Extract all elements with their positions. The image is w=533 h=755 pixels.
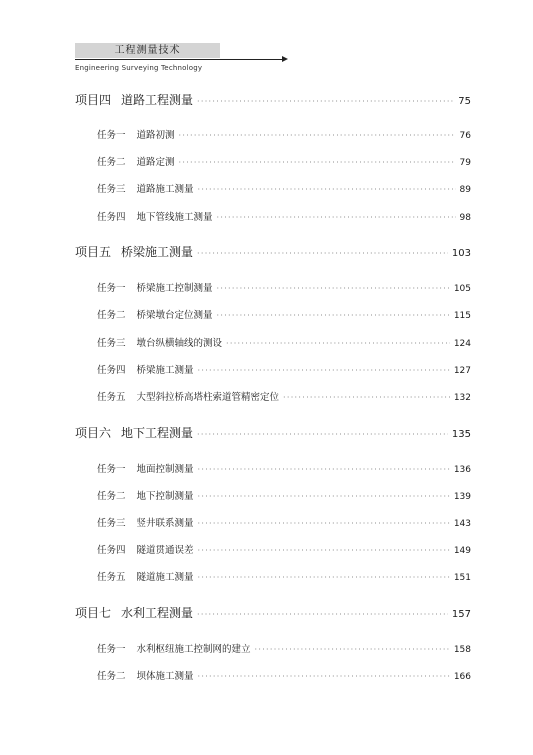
- toc-task-title: 桥梁墩台定位测量: [136, 310, 213, 321]
- toc-leader: [197, 610, 448, 619]
- toc-page-number: 158: [453, 645, 471, 655]
- header-arrow-icon: [282, 56, 288, 62]
- toc-leader: [198, 366, 450, 375]
- toc-task-title: 竖井联系测量: [136, 518, 194, 529]
- toc-leader: [198, 546, 450, 555]
- toc-task-entry[interactable]: [97, 542, 471, 556]
- toc-project-number: 项目四: [75, 93, 112, 107]
- toc-task-number: 任务一: [97, 644, 126, 655]
- toc-task-entry[interactable]: [97, 668, 471, 682]
- toc-task-entry[interactable]: [97, 569, 471, 583]
- toc-task-entry[interactable]: [97, 362, 471, 376]
- toc-page-number: 166: [453, 672, 471, 682]
- toc-task-number: 任务五: [97, 392, 126, 403]
- toc-project-title: 桥梁施工测量: [121, 245, 194, 259]
- toc-project-title: 地下工程测量: [121, 426, 194, 440]
- toc-project-title: 水利工程测量: [121, 606, 194, 620]
- toc-task-number: 任务二: [97, 491, 126, 502]
- toc-task-entry[interactable]: [97, 154, 471, 168]
- toc-task-title: 隧道施工测量: [136, 572, 194, 583]
- toc-page-number: 149: [453, 546, 471, 556]
- toc-page-number: 115: [453, 311, 471, 321]
- toc-task-title: 隧道贯通误差: [136, 545, 194, 556]
- toc-leader: [198, 185, 456, 194]
- toc-task-number: 任务二: [97, 671, 126, 682]
- toc-project-entry[interactable]: [75, 243, 471, 260]
- toc-project-entry[interactable]: [75, 604, 471, 621]
- toc-page-number: 151: [453, 573, 471, 583]
- header-subtitle: Engineering Surveying Technology: [75, 64, 203, 72]
- toc-task-title: 道路初测: [136, 130, 175, 141]
- toc-page-number: 75: [458, 96, 471, 107]
- toc-page-number: 157: [451, 609, 471, 620]
- toc-task-title: 道路定测: [136, 157, 175, 168]
- toc-task-entry[interactable]: [97, 461, 471, 475]
- toc-task-entry[interactable]: [97, 389, 471, 403]
- toc-page-number: 105: [453, 284, 471, 294]
- toc-task-number: 任务四: [97, 545, 126, 556]
- toc-leader: [197, 249, 448, 258]
- toc-task-number: 任务四: [97, 212, 126, 223]
- toc-page-number: 98: [459, 213, 471, 223]
- header-title: 工程测量技术: [114, 45, 181, 56]
- toc-task-number: 任务二: [97, 157, 126, 168]
- toc-project-number: 项目五: [75, 245, 112, 259]
- toc-leader: [179, 131, 456, 140]
- toc-leader: [217, 213, 456, 222]
- toc-page-number: 139: [453, 492, 471, 502]
- toc-leader: [197, 97, 454, 106]
- toc-task-number: 任务一: [97, 464, 126, 475]
- toc-leader: [198, 573, 450, 582]
- toc-leader: [198, 519, 450, 528]
- toc-task-title: 地面控制测量: [136, 464, 194, 475]
- toc-task-entry[interactable]: [97, 335, 471, 349]
- toc-task-entry[interactable]: [97, 641, 471, 655]
- toc-page-number: 143: [453, 519, 471, 529]
- toc-task-number: 任务一: [97, 283, 126, 294]
- toc-task-number: 任务三: [97, 518, 126, 529]
- toc-page-number: 79: [459, 158, 471, 168]
- toc-leader: [198, 672, 450, 681]
- toc-task-entry[interactable]: [97, 307, 471, 321]
- toc-project-entry[interactable]: [75, 91, 471, 108]
- toc-task-title: 道路施工测量: [136, 184, 194, 195]
- toc-task-entry[interactable]: [97, 127, 471, 141]
- toc-page-number: 136: [453, 465, 471, 475]
- toc-task-number: 任务三: [97, 184, 126, 195]
- toc-leader: [283, 393, 450, 402]
- toc-task-number: 任务五: [97, 572, 126, 583]
- toc-page-number: 103: [451, 248, 471, 259]
- toc-task-title: 墩台纵横轴线的测设: [136, 338, 223, 349]
- toc-leader: [197, 430, 448, 439]
- toc-leader: [179, 158, 456, 167]
- toc-leader: [198, 465, 450, 474]
- toc-project-number: 项目七: [75, 606, 112, 620]
- toc-task-entry[interactable]: [97, 209, 471, 223]
- header-rule: [75, 59, 284, 60]
- toc-project-entry[interactable]: [75, 424, 471, 441]
- toc-task-title: 桥梁施工控制测量: [136, 283, 213, 294]
- toc-leader: [226, 339, 450, 348]
- toc-page-number: 124: [453, 339, 471, 349]
- toc-leader: [217, 284, 450, 293]
- toc-task-title: 地下控制测量: [136, 491, 194, 502]
- toc-task-entry[interactable]: [97, 280, 471, 294]
- toc-project-number: 项目六: [75, 426, 112, 440]
- toc-task-number: 任务二: [97, 310, 126, 321]
- toc-task-entry[interactable]: [97, 488, 471, 502]
- toc-task-number: 任务四: [97, 365, 126, 376]
- toc-task-number: 任务一: [97, 130, 126, 141]
- toc-leader: [255, 645, 450, 654]
- toc-task-entry[interactable]: [97, 181, 471, 195]
- toc-task-entry[interactable]: [97, 515, 471, 529]
- toc-task-title: 大型斜拉桥高塔柱索道管精密定位: [136, 392, 280, 403]
- toc-task-title: 水利枢纽施工控制网的建立: [136, 644, 251, 655]
- toc-task-title: 坝体施工测量: [136, 671, 194, 682]
- toc-page-number: 132: [453, 393, 471, 403]
- toc-leader: [198, 492, 450, 501]
- toc-page-number: 76: [459, 131, 471, 141]
- toc-page-number: 89: [459, 185, 471, 195]
- toc-task-title: 桥梁施工测量: [136, 365, 194, 376]
- toc-page-number: 135: [451, 429, 471, 440]
- toc-project-title: 道路工程测量: [121, 93, 194, 107]
- toc-page-number: 127: [453, 366, 471, 376]
- toc-task-number: 任务三: [97, 338, 126, 349]
- toc-leader: [217, 311, 450, 320]
- toc-task-title: 地下管线施工测量: [136, 212, 213, 223]
